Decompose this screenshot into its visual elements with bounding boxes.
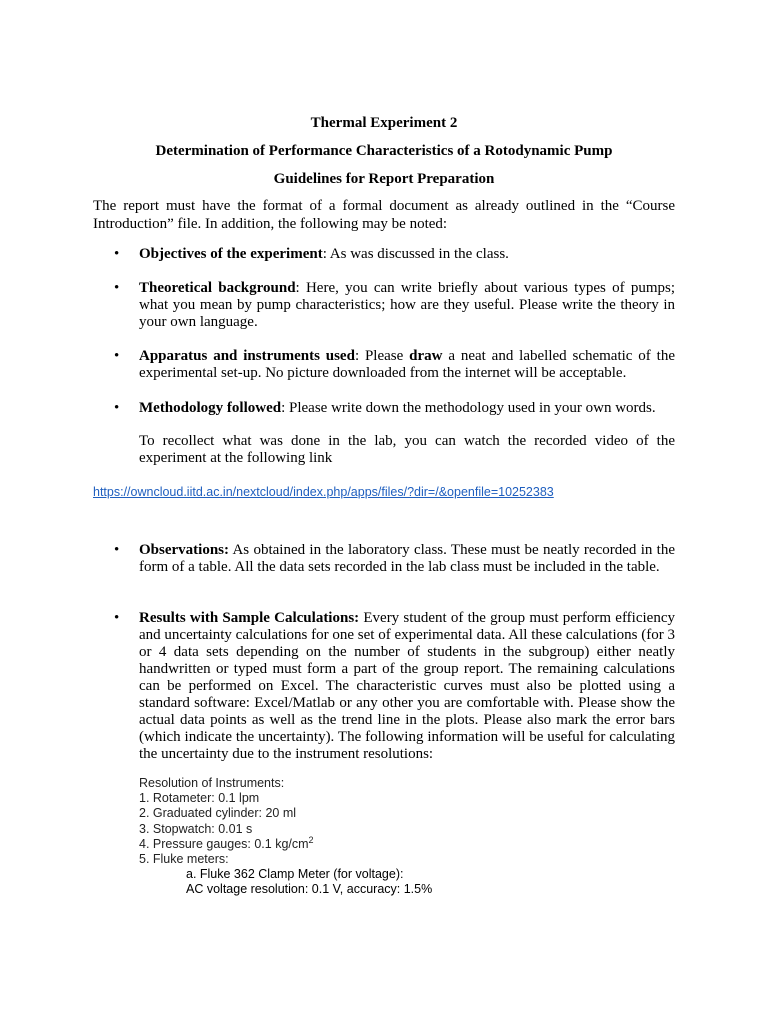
intro-paragraph: The report must have the format of a formal document as already outlined in the “Course Introduction” file. In addition, the following may be noted: (93, 198, 675, 232)
video-link[interactable]: https://owncloud.iitd.ac.in/nextcloud/index.php/apps/files/?dir=/&openfile=10252383 (93, 485, 554, 499)
bullet-emphasis: draw (409, 348, 443, 364)
bullet-objectives (114, 246, 675, 263)
list-item: 3. Stopwatch: 0.01 s (139, 821, 253, 836)
bullet-text: : Here, you can write briefly about various types of pumps; what you mean by pump characteristics; how are they useful. Please write the theory in your own language. (139, 280, 675, 330)
bullet-label: Results with Sample Calculations: (139, 610, 360, 626)
bullet-results (114, 610, 675, 763)
list-item: 2. Graduated cylinder: 20 ml (139, 806, 297, 821)
bullet-apparatus (114, 348, 675, 382)
bullet-icon: • (114, 246, 120, 262)
bullet-label: Theoretical background (139, 280, 296, 296)
bullet-text: Every student of the group must perform efficiency and uncertainty calculations for one set of experimental data. All these calculations (for 3 or 4 data sets depending on the number of students in the subgroup) either neatly handwritten or typed must form a part of the group report. The remaining calculations can be performed on Excel. The characteristic curves must also be plotted using a standard software: Excel/Matlab or any other you are comfortable with. Please show the actual data points as well as the trend line in the plots. Please also mark the error bars (which indicate the uncertainty). The following information will be useful for calculating the uncertainty due to the instrument resolutions: (139, 610, 675, 762)
bullet-icon: • (114, 400, 120, 416)
bullet-icon: • (114, 610, 120, 626)
recollect-paragraph: To recollect what was done in the lab, you can watch the recorded video of the experiment at the following link (139, 433, 675, 466)
bullet-text: As obtained in the laboratory class. These must be neatly recorded in the form of a table. All the data sets recorded in the lab class must be included in the table. (139, 542, 675, 575)
bullet-methodology (114, 400, 675, 417)
bullet-icon: • (114, 280, 120, 296)
list-item-pressure (139, 834, 432, 852)
list-item: 1. Rotameter: 0.1 lpm (139, 791, 260, 806)
bullet-text: : As was discussed in the class. (322, 246, 509, 262)
document-subtitle: Determination of Performance Characteristics of a Rotodynamic Pump (155, 143, 613, 159)
resolution-heading: Resolution of Instruments: (139, 776, 285, 790)
list-item: AC voltage resolution: 0.1 V, accuracy: 1.5% (186, 882, 433, 897)
bullet-icon: • (114, 542, 120, 558)
bullet-observations (114, 542, 675, 576)
bullet-label: Objectives of the experiment (139, 246, 323, 262)
document-title: Thermal Experiment 2 (310, 115, 458, 131)
bullet-label: Methodology followed (139, 400, 282, 416)
pressure-text: 4. Pressure gauges: 0.1 kg/cm (139, 836, 309, 851)
bullet-text: : Please write down the methodology used in your own words. (281, 400, 656, 416)
list-item: a. Fluke 362 Clamp Meter (for voltage): (186, 867, 404, 882)
bullet-text-after: a neat and labelled schematic of the experimental set-up. No picture downloaded from the internet will be acceptable. (139, 348, 675, 381)
bullet-label: Observations: (139, 542, 229, 558)
bullet-text: : Please (354, 348, 410, 364)
section-heading: Guidelines for Report Preparation (273, 171, 495, 187)
bullet-label: Apparatus and instruments used (139, 348, 355, 364)
bullet-icon: • (114, 348, 120, 364)
resolution-list (139, 776, 432, 898)
fluke-heading: 5. Fluke meters: (139, 852, 229, 867)
pressure-superscript: 2 (308, 834, 314, 845)
bullet-theoretical-background (114, 280, 675, 331)
